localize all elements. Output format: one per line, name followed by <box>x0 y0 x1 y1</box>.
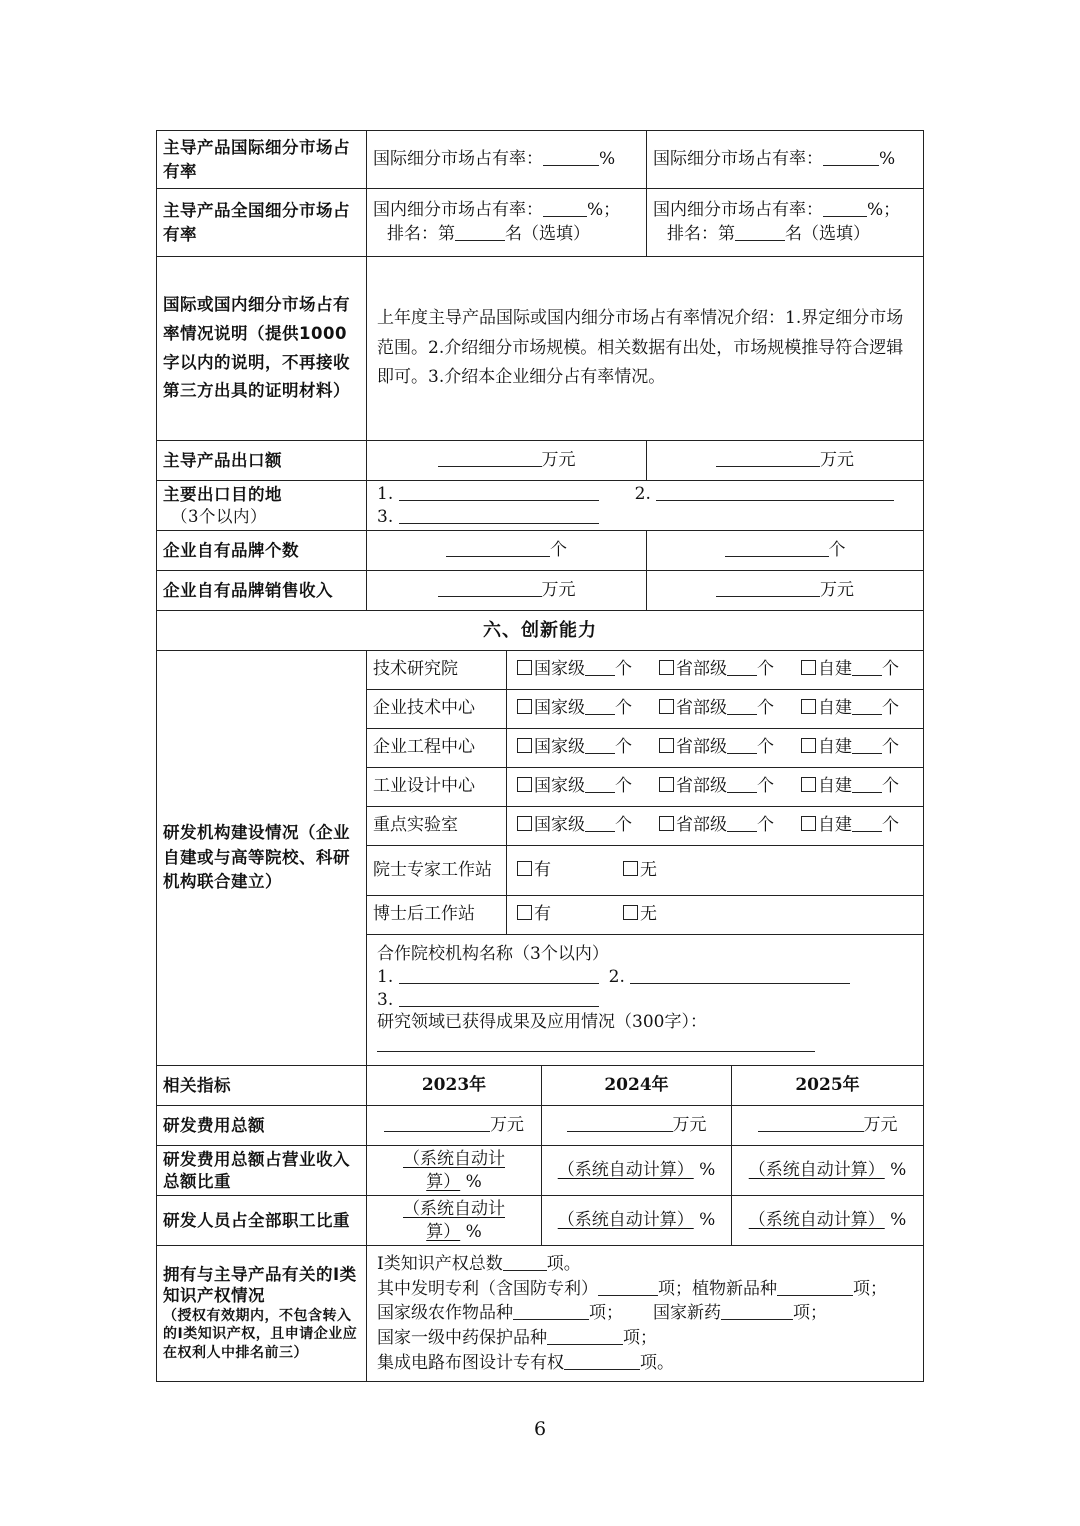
national-checkbox[interactable] <box>517 738 532 753</box>
institute-name-1: 技术研究院 <box>367 651 507 690</box>
national-checkbox[interactable] <box>517 816 532 831</box>
ip-label-cell <box>157 1246 367 1382</box>
institute-levels-2[interactable]: 国家级 个 省部级 个 自建 个 <box>507 690 924 729</box>
year-2024: 2024年 <box>542 1066 732 1106</box>
brand-count-label: 企业自有品牌个数 <box>157 531 367 571</box>
ip-note: （授权有效期内，不包含转入的I类知识产权，且申请企业应在权利人中排名前三） <box>163 1307 358 1362</box>
row-ip <box>157 1246 924 1382</box>
partners-results-label: 研究领域已获得成果及应用情况（300字）： <box>377 1012 707 1033</box>
section-title: 六、创新能力 <box>157 611 924 651</box>
partners-title: 合作院校机构名称（3个以内） <box>377 943 609 964</box>
row-export <box>157 441 924 481</box>
export-2024-field[interactable]: 万元 <box>647 441 924 481</box>
row-natl-share <box>157 189 924 257</box>
row-share-description <box>157 257 924 441</box>
institute-name-2: 企业技术中心 <box>367 690 507 729</box>
academician-no-checkbox[interactable] <box>623 861 638 876</box>
staff-ratio-label: 研发人员占全部职工比重 <box>157 1196 367 1246</box>
postdoc-options[interactable]: 有 无 <box>507 896 924 935</box>
staff-ratio-2024-value: （系统自动计算） % <box>542 1196 732 1246</box>
row-rd-ratio <box>157 1146 924 1196</box>
destination-label: 主要出口目的地 （3个以内） <box>157 481 367 531</box>
rd-total-2025-field[interactable]: 万元 <box>732 1106 924 1146</box>
provincial-checkbox[interactable] <box>659 699 674 714</box>
rd-ratio-2024-value: （系统自动计算） % <box>542 1146 732 1196</box>
ip-label: 拥有与主导产品有关的I类知识产权情况 <box>163 1264 357 1306</box>
intl-share-2024-field[interactable]: 国际细分市场占有率： % <box>647 131 924 189</box>
institute-levels-3[interactable]: 国家级 个 省部级 个 自建 个 <box>507 729 924 768</box>
row-section-title <box>157 611 924 651</box>
national-checkbox[interactable] <box>517 699 532 714</box>
postdoc-yes-checkbox[interactable] <box>517 905 532 920</box>
ip-field[interactable]: I类知识产权总数 项。 其中发明专利（含国防专利） 项；植物新品种 项； 国家级农作物品种 项； 国家新药 项； 国家一级中药保护品种 项； 集成电路布图设计专有权 项。 <box>367 1246 924 1382</box>
institute-levels-1[interactable]: 国家级 个 省部级 个 自建 个 <box>507 651 924 690</box>
natl-share-2024-field[interactable]: 国内细分市场占有率： %； 排名：第 名（选填） <box>647 189 924 257</box>
export-label: 主导产品出口额 <box>157 441 367 481</box>
row-brand-revenue <box>157 571 924 611</box>
application-form-table <box>156 130 924 1382</box>
row-intl-share <box>157 131 924 189</box>
indicators-label: 相关指标 <box>157 1066 367 1106</box>
row-indicators-header <box>157 1066 924 1106</box>
rd-ratio-2023-value: （系统自动计 算） % <box>367 1146 542 1196</box>
brand-revenue-label: 企业自有品牌销售收入 <box>157 571 367 611</box>
intl-share-label: 主导产品国际细分市场占有率 <box>157 131 367 189</box>
self-built-checkbox[interactable] <box>801 816 816 831</box>
academician-label: 院士专家工作站 <box>367 846 507 896</box>
self-built-checkbox[interactable] <box>801 699 816 714</box>
destination-field[interactable]: 1. 2. 3. <box>367 481 924 531</box>
page-number: 6 <box>533 1418 547 1440</box>
rd-total-label: 研发费用总额 <box>157 1106 367 1146</box>
row-rd-total <box>157 1106 924 1146</box>
year-2023: 2023年 <box>367 1066 542 1106</box>
institute-name-4: 工业设计中心 <box>367 768 507 807</box>
rd-label: 研发机构建设情况（企业自建或与高等院校、科研机构联合建立） <box>157 651 367 1066</box>
brand-revenue-2023-field[interactable]: 万元 <box>367 571 647 611</box>
natl-share-2023-field[interactable]: 国内细分市场占有率： %； 排名：第 名（选填） <box>367 189 647 257</box>
brand-count-2024-field[interactable]: 个 <box>647 531 924 571</box>
brand-count-2023-field[interactable]: 个 <box>367 531 647 571</box>
postdoc-label: 博士后工作站 <box>367 896 507 935</box>
row-brand-count <box>157 531 924 571</box>
national-checkbox[interactable] <box>517 660 532 675</box>
share-description-text[interactable]: 上年度主导产品国际或国内细分市场占有率情况介绍：1.界定细分市场范围。2.介绍细分市场规模。相关数据有出处，市场规模推导符合逻辑即可。3.介绍本企业细分占有率情况。 <box>367 257 924 441</box>
staff-ratio-2025-value: （系统自动计算） % <box>732 1196 924 1246</box>
rd-total-2023-field[interactable]: 万元 <box>367 1106 542 1146</box>
brand-revenue-2024-field[interactable]: 万元 <box>647 571 924 611</box>
row-destination <box>157 481 924 531</box>
rd-row-institute-1 <box>157 651 924 690</box>
provincial-checkbox[interactable] <box>659 816 674 831</box>
rd-total-2024-field[interactable]: 万元 <box>542 1106 732 1146</box>
rd-ratio-label: 研发费用总额占营业收入总额比重 <box>157 1146 367 1196</box>
academician-yes-checkbox[interactable] <box>517 861 532 876</box>
export-2023-field[interactable]: 万元 <box>367 441 647 481</box>
academician-options[interactable]: 有 无 <box>507 846 924 896</box>
self-built-checkbox[interactable] <box>801 660 816 675</box>
institute-levels-4[interactable]: 国家级 个 省部级 个 自建 个 <box>507 768 924 807</box>
institute-name-5: 重点实验室 <box>367 807 507 846</box>
intl-share-2023-field[interactable]: 国际细分市场占有率： % <box>367 131 647 189</box>
self-built-checkbox[interactable] <box>801 738 816 753</box>
provincial-checkbox[interactable] <box>659 660 674 675</box>
provincial-checkbox[interactable] <box>659 738 674 753</box>
row-staff-ratio <box>157 1196 924 1246</box>
institute-levels-5[interactable]: 国家级 个 省部级 个 自建 个 <box>507 807 924 846</box>
rd-ratio-2025-value: （系统自动计算） % <box>732 1146 924 1196</box>
year-2025: 2025年 <box>732 1066 924 1106</box>
postdoc-no-checkbox[interactable] <box>623 905 638 920</box>
natl-share-label: 主导产品全国细分市场占有率 <box>157 189 367 257</box>
staff-ratio-2023-value: （系统自动计 算） % <box>367 1196 542 1246</box>
provincial-checkbox[interactable] <box>659 777 674 792</box>
self-built-checkbox[interactable] <box>801 777 816 792</box>
share-description-label: 国际或国内细分市场占有率情况说明（提供1000字以内的说明，不再接收第三方出具的证明材料） <box>157 257 367 441</box>
partners-field[interactable]: 合作院校机构名称（3个以内） 1. 2. 3. 研究领域已获得成果及应用情况（300字）： <box>367 935 924 1066</box>
national-checkbox[interactable] <box>517 777 532 792</box>
institute-name-3: 企业工程中心 <box>367 729 507 768</box>
